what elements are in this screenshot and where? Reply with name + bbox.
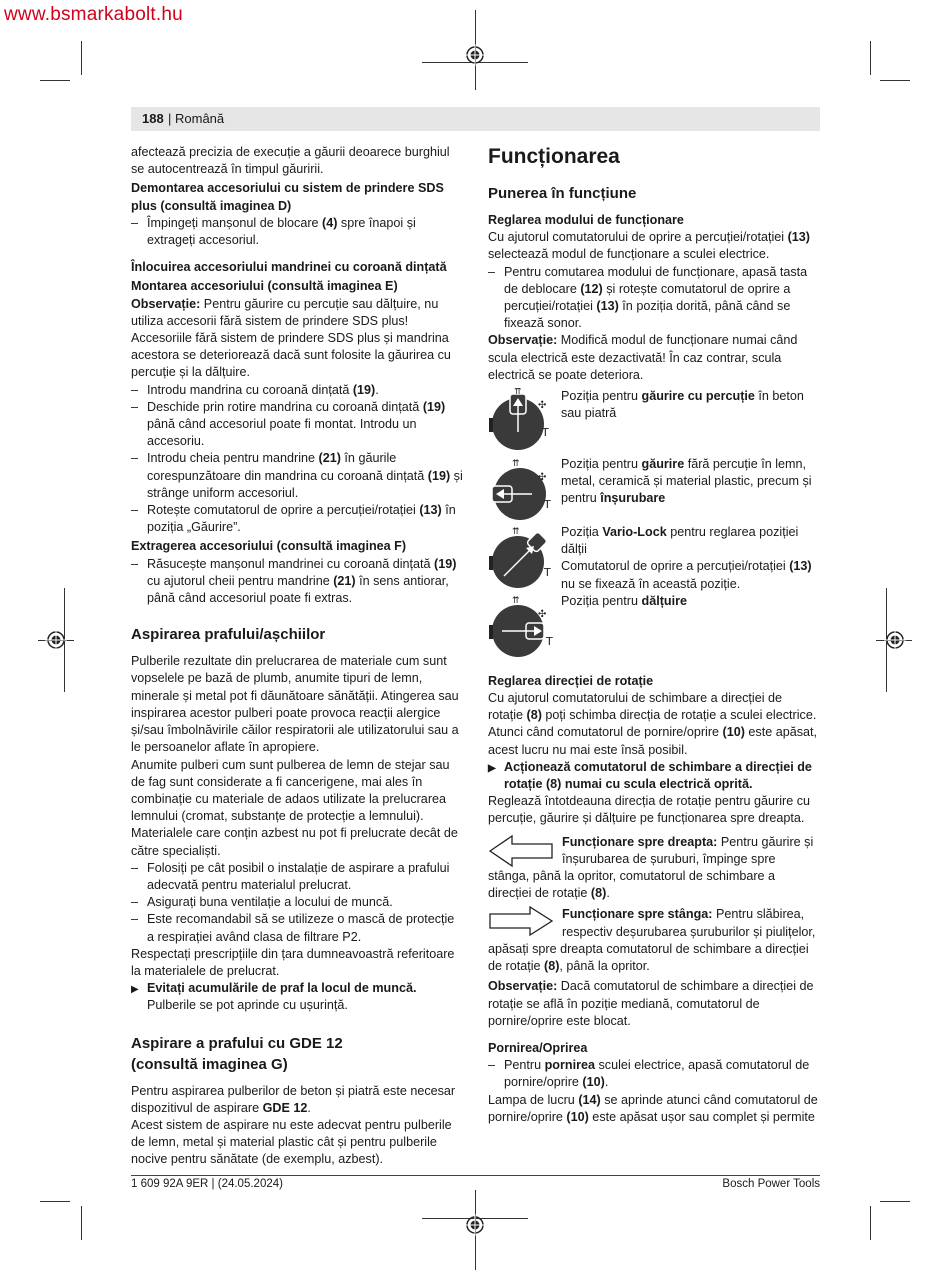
mode-name: dălțuire	[641, 593, 688, 608]
ref-number: (8)	[544, 959, 560, 974]
text: Poziția pentru	[561, 389, 642, 404]
text: în beton sau piatră	[561, 389, 804, 421]
right-column	[488, 144, 820, 1126]
svg-text:✣: ✣	[538, 608, 547, 620]
list-item	[131, 215, 464, 249]
text: Comutatorul de oprire a percuției/rotației	[561, 559, 790, 574]
crop-mark	[880, 1201, 910, 1202]
svg-text:T: T	[542, 426, 549, 440]
mode-position-drill	[488, 456, 820, 524]
text: Deschide prin rotire mandrina cu coroană dințată	[147, 399, 423, 414]
ref-number: (13)	[419, 503, 442, 518]
mode-name: găurire	[641, 457, 685, 472]
ref-number: (21)	[333, 573, 356, 588]
note-label: Observație:	[488, 333, 558, 348]
text: .	[375, 382, 379, 397]
text: Cu ajutorul comutatorului de oprire a percuției/rotației	[488, 230, 788, 245]
list-item: – Folosiți pe cât posibil o instalație de aspirare a prafului adecvată pentru materialul prelucrat.	[131, 860, 464, 894]
ref-number: (4)	[322, 215, 338, 230]
text: este apăsat ușor sau complet și permite	[588, 1109, 815, 1124]
product-name: GDE 12	[262, 1100, 308, 1115]
paragraph	[488, 1092, 820, 1126]
mode-position-hammer-drill	[488, 388, 820, 456]
paragraph: afectează precizia de execuție a găurii deoarece burghiul se autocentrează în timpul găuririi.	[131, 145, 450, 177]
list-item: – Este recomandabil să se utilizeze o mască de protecție a respirației având clasa de filtrare P2.	[131, 911, 464, 945]
text: Pentru găurire și înșurubarea de șuruburi, împinge spre stânga, până la opritor, comutatorul de schimbare a direcției de rotație	[488, 834, 814, 901]
subheading-extract: Extragerea accesoriului (consultă imaginea F)	[131, 539, 407, 554]
subheading-direction: Reglarea direcției de rotație	[488, 673, 654, 688]
note-text: Dacă comutatorul de schimbare a direcției de rotație se află în poziție mediană, comutatorul de pornire/oprire este blocat.	[488, 979, 814, 1028]
footer-divider	[131, 1175, 820, 1176]
svg-text:T: T	[546, 634, 553, 648]
ref-number: (13)	[596, 299, 619, 314]
section-title-line: Aspirare a prafului cu GDE 12	[131, 1034, 343, 1052]
paragraph: Pulberile rezultate din prelucrarea de materiale cum sunt vopselele pe bază de plumb, anumite tipuri de lemn, minerale și metal pot fi dăunătoare sănătății. Atingerea sau inspirarea acestor pulberi poate provoca reacții alergice și/sau îmbolnăvirile căilor respiratorii ale utilizatorului sau a le persoanelor aflate în apropiere.	[131, 654, 459, 755]
list-item	[488, 264, 820, 333]
crop-mark	[870, 41, 871, 75]
mode-name: Vario-Lock	[602, 525, 667, 540]
footer-brand: Bosch Power Tools	[722, 1178, 820, 1190]
text: în poziția dorită, până când se fixează sonor.	[504, 299, 791, 331]
text: spre înapoi și extrageți accesoriul.	[147, 215, 416, 248]
crop-mark	[81, 41, 82, 75]
text: Împingeți manșonul de blocare	[147, 215, 323, 230]
svg-text:⇈: ⇈	[512, 595, 520, 606]
text: în găurile corespunzătoare din mandrina cu coroană dințată	[147, 451, 428, 483]
text: Răsucește manșonul mandrinei cu coroană dințată	[147, 556, 435, 571]
text: , până la opritor.	[559, 959, 650, 974]
text: .	[606, 886, 610, 901]
list-item	[488, 1057, 820, 1091]
section-title-start: Punerea în funcțiune	[488, 185, 637, 202]
note-label: Observație:	[131, 296, 201, 311]
text: Poziția	[561, 525, 603, 540]
direction-left-row	[488, 906, 820, 975]
ref-number: (21)	[318, 451, 341, 466]
crop-mark	[40, 1201, 70, 1202]
note-text: Pentru găurire cu percuție sau dălțuire, nu utiliza accesorii fără sistem de prindere SDS plus! Accesoriile fără sistem de prindere SDS plus și mandrina acestora se deteriorează dacă sunt folosite la găurirea cu percuție și la dălțuire.	[131, 296, 451, 380]
page-number: 188	[142, 111, 164, 126]
warning-bold: Evitați acumulările de praf la locul de muncă.	[147, 981, 417, 996]
text: Pentru slăbirea, respectiv deșurubarea șuruburilor și piulițelor, apăsați spre dreapta comutatorul de schimbare a direcției de rotație	[488, 907, 816, 974]
paragraph: Respectați prescripțiile din țara dumneavoastră referitoare la materialele de prelucrat.	[131, 946, 455, 978]
registration-mark-icon	[884, 629, 906, 651]
text: Pentru aspirarea pulberilor de beton și piatră este necesar dispozitivul de aspirare	[131, 1083, 456, 1115]
registration-mark-icon	[464, 44, 486, 66]
text: Pentru comutarea modului de funcționare, apasă tasta de deblocare	[504, 264, 808, 296]
section-title-gde	[131, 1033, 464, 1075]
mode-note	[561, 558, 820, 592]
language-name: Română	[175, 111, 225, 126]
note	[488, 332, 820, 384]
mode-description	[561, 388, 820, 422]
arrow-right-outline-icon	[488, 906, 554, 936]
text: selectează modul de funcționare a sculei electrice.	[488, 247, 770, 262]
text: este apăsat, acest lucru nu mai este însă posibil.	[488, 725, 818, 757]
text: Introdu mandrina cu coroană dințată	[147, 382, 353, 397]
mode-selector-chisel-icon	[488, 593, 554, 657]
svg-text:⇈: ⇈	[512, 527, 520, 538]
paragraph	[131, 1083, 464, 1117]
subheading-sds-removal: Demontarea accesoriului cu sistem de prindere SDS plus (consultă imaginea D)	[131, 181, 444, 213]
text: Rotește comutatorul de oprire a percuției/rotației	[147, 503, 420, 518]
text: Lampa de lucru	[488, 1092, 579, 1107]
text: Introdu cheia pentru mandrine	[147, 451, 319, 466]
mode-name: găurire cu percuție	[641, 389, 755, 404]
text: nu se fixează în această poziție.	[561, 576, 741, 591]
chapter-title: Funcționarea	[488, 145, 620, 168]
note-label: Observație:	[488, 979, 558, 994]
warning-item: ▶ Acționează comutatorul de schimbare a direcției de rotație (8) numai cu scula electrică oprită.	[488, 759, 820, 793]
ref-number: (10)	[582, 1075, 605, 1090]
subheading-mount: Montarea accesoriului (consultă imaginea E)	[131, 279, 398, 294]
list-item	[131, 556, 464, 608]
text: .	[307, 1100, 311, 1115]
mode-position-vario-lock	[488, 524, 820, 593]
direction-label: Funcționare spre dreapta:	[562, 834, 718, 849]
list-item	[131, 450, 464, 502]
ref-number: (8)	[526, 708, 542, 723]
footer-doc-id: 1 609 92A 9ER | (24.05.2024)	[131, 1178, 283, 1190]
emphasis: pornirea	[544, 1058, 595, 1073]
mode-description	[561, 456, 820, 508]
warning-text: Pulberile se pot aprinde cu ușurință.	[147, 998, 348, 1013]
crop-mark	[870, 1206, 871, 1240]
registration-mark-icon	[464, 1214, 486, 1236]
text: Poziția pentru	[561, 593, 642, 608]
mode-name: înșurubare	[600, 491, 666, 506]
mode-description	[561, 593, 820, 610]
subheading-mode: Reglarea modului de funcționare	[488, 213, 684, 227]
list-item	[131, 399, 464, 451]
ref-number: (19)	[352, 382, 376, 397]
section-title-line: (consultă imaginea G)	[131, 1055, 288, 1073]
watermark-link[interactable]: www.bsmarkabolt.hu	[4, 4, 183, 25]
text: Poziția pentru	[561, 457, 642, 472]
text: poți schimba direcția de rotație a sculei electrice. Atunci când comutatorul de pornire/oprire	[488, 708, 817, 740]
text: până când accesoriul poate fi montat. Introdu un accesoriu.	[147, 417, 417, 449]
mode-description	[561, 524, 820, 558]
text: și strânge uniform accesoriul.	[147, 468, 463, 500]
text: pentru reglarea poziției dălții	[561, 525, 799, 557]
note	[488, 978, 820, 1030]
text: sculei electrice, apasă comutatorul de pornire/oprire	[504, 1058, 810, 1090]
ref-number: (12)	[580, 281, 603, 296]
ref-number: (8)	[590, 886, 607, 901]
text: în sens antiorar, până când accesoriul poate fi extras.	[147, 573, 449, 606]
text: se aprinde atunci când comutatorul de pornire/oprire	[488, 1092, 818, 1124]
text: în poziția „Găurire”.	[147, 503, 456, 535]
svg-text:✣: ✣	[538, 400, 547, 412]
svg-text:⇈: ⇈	[512, 459, 520, 470]
svg-text:✣: ✣	[538, 472, 547, 484]
paragraph	[488, 229, 820, 263]
paragraph: Reglează întotdeauna direcția de rotație pentru găurire cu percuție, găurire și dălțuire pe funcționarea spre dreapta.	[488, 794, 811, 826]
registration-mark-icon	[45, 629, 67, 651]
text: Cu ajutorul comutatorului de schimbare a direcției de rotație	[488, 691, 783, 723]
note-text: Modifică modul de funcționare numai când scula electrică este dezactivată! În caz contrar, scula electrică se poate deteriora.	[488, 333, 798, 382]
list-item: – Asigurați buna ventilație a locului de muncă.	[131, 894, 464, 911]
list-item	[131, 502, 464, 536]
ref-number: (19)	[427, 468, 451, 483]
arrow-left-outline-icon	[488, 834, 554, 868]
subheading-onoff: Pornirea/Oprirea	[488, 1040, 588, 1055]
ref-number: (13)	[787, 230, 811, 245]
crop-mark	[880, 80, 910, 81]
svg-text:T: T	[544, 498, 551, 512]
text: Pentru	[504, 1058, 545, 1073]
paragraph: Acest sistem de aspirare nu este adecvat pentru pulberile de lemn, metal și material plastic cât și pentru pulberile nocive pentru sănătate (de exemplu, azbest).	[131, 1117, 452, 1167]
direction-label: Funcționare spre stânga:	[562, 907, 713, 922]
crop-mark	[40, 80, 70, 81]
text: și rotește comutatorul de oprire a percuției/rotației	[504, 281, 791, 314]
left-column	[131, 144, 464, 1169]
text: fără percuție în lemn, metal, ceramică și material plastic, precum și pentru	[561, 457, 812, 506]
crop-mark	[81, 1206, 82, 1240]
mode-position-chisel	[488, 593, 820, 665]
svg-text:⇈: ⇈	[514, 388, 522, 398]
text: cu ajutorul cheii pentru mandrine	[147, 573, 334, 588]
section-title-dust: Aspirarea prafului/așchiilor	[131, 626, 326, 644]
paragraph	[488, 690, 820, 759]
text: .	[604, 1075, 609, 1090]
list-item	[131, 382, 464, 399]
mode-selector-drill-icon	[488, 456, 554, 520]
ref-number: (10)	[566, 1109, 589, 1124]
language-label: | Română	[168, 111, 225, 126]
ref-number: (19)	[422, 399, 446, 414]
ref-number: (19)	[434, 556, 457, 571]
svg-text:T: T	[544, 566, 551, 580]
paragraph: Anumite pulberi cum sunt pulberea de lemn de stejar sau de fag sunt considerate a fi cancerigene, mai ales în combinație cu materiale de adaos utilizate la prelucrarea lemnului (cromat, substanțe de protecție a lemnului). Materialele care conțin azbest nu pot fi prelucrate decât de către specialiști.	[131, 757, 458, 858]
warning-item	[131, 980, 464, 1014]
ref-number: (13)	[789, 559, 812, 574]
note	[131, 296, 464, 382]
mode-selector-vario-lock-icon	[488, 524, 554, 588]
page-header-bar	[131, 107, 820, 131]
direction-right-row	[488, 834, 820, 903]
ref-number: (14)	[578, 1092, 601, 1107]
mode-selector-hammer-drill-icon	[488, 388, 554, 452]
subheading-replace: Înlocuirea accesoriului mandrinei cu coroană dințată	[131, 260, 447, 275]
ref-number: (10)	[722, 725, 745, 740]
